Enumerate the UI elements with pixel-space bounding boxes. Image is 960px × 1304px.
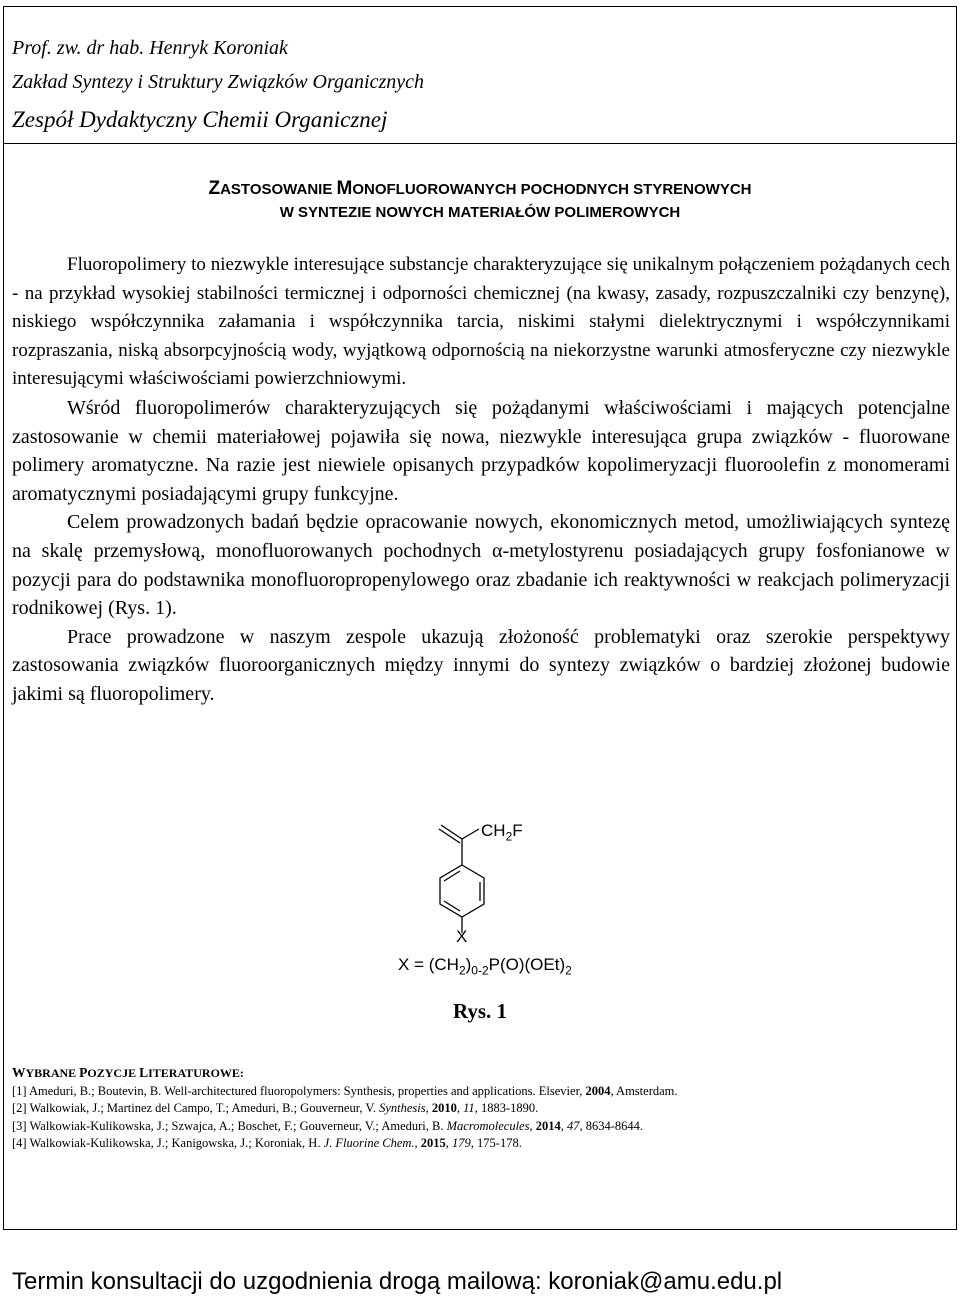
paragraph-2: Wśród fluoropolimerów charakteryzujących się pożądanymi właściwościami i mających potencjalne zastosowanie w chemii materiałowej pojawiła się nowa, niezwykle interesująca grupa związków - fluorowane polimery aromatyczne. Na razie jest niewiele opisanych przypadków kopolimeryzacji fluoroolefin z monomerami aromatycznymi posiadającymi grupy funkcyjne. [12, 396, 950, 505]
title-line-1 [4, 177, 956, 201]
reference-1: [1] Ameduri, B.; Boutevin, B. Well-architectured fluoropolymers: Synthesis, properties and applications. Elsevier, 2004, Amsterdam. [12, 1083, 678, 1098]
title-line-2: W SYNTEZIE NOWYCH MATERIAŁÓW POLIMEROWYCH [279, 204, 681, 221]
reference-4: [4] Walkowiak-Kulikowska, J.; Kanigowska, J.; Koroniak, H. J. Fluorine Chem., 2015, 179, 175-178. [12, 1136, 522, 1150]
paragraph-4: Prace prowadzone w naszym zespole ukazują złożoność problematyki oraz szerokie perspektywy zastosowania związków fluoroorganicznych między innymi do syntezy związków o bardziej złożonej budowie jakimi są fluoropolimery. [12, 625, 950, 705]
reference-2: [2] Walkowiak, J.; Martinez del Campo, T.; Ameduri, B.; Gouverneur, V. Synthesis, 2010, 11, 1883-1890. [12, 1101, 539, 1115]
page-frame [3, 6, 957, 1230]
figure-caption: Rys. 1 [452, 999, 508, 1023]
structure-figure [384, 815, 604, 985]
x-substituent-label: X [456, 927, 468, 946]
header [4, 7, 956, 144]
references [12, 1064, 942, 1153]
document-title [4, 177, 956, 224]
paragraph-1: Fluoropolimery to niezwykle interesujące substancje charakteryzujące się unikalnym połączeniem pożądanych cech - na przykład wysokiej stabilności termicznej i odporności chemicznej (na kwasy, zasady, rozpuszczalniki czy benzynę), niskiego współczynnika załamania i współczynnika tarcia, niskimi stałymi dielektrycznymi i współczynnikami rozpraszania, niską absorpcyjnością wody, wyjątkową odpornością na niekorzystne warunki atmosferyczne czy niezwykle interesującymi właściwościami powierzchniowymi. [12, 254, 950, 390]
title-part-2: ONOFLUOROWANYCH POCHODNYCH STYRENOWYCH [352, 181, 752, 198]
substituent-formula: $X = (CH_2)_{0-2}P(O)(OEt)_2$ [398, 955, 572, 978]
paragraph-3: Celem prowadzonych badań będzie opracowanie nowych, ekonomicznych metod, umożliwiających syntezę na skalę przemysłową, monofluorowanych pochodnych α-metylostyrenu posiadających grupy fosfonianowe w pozycji para do podstawnika monofluoropropenylowego oraz zbadanie ich reaktywności w reakcjach polimeryzacji rodnikowej (Rys. 1). [12, 511, 950, 620]
title-initial-m: M [336, 178, 353, 199]
ch2f-label: $CH_2F$ [481, 821, 523, 844]
body-text [12, 251, 950, 709]
title-initial: Z [208, 178, 221, 199]
title-part: ASTOSOWANIE [220, 181, 337, 198]
author-name: Prof. zw. dr hab. Henryk Koroniak [12, 37, 288, 59]
reference-3: [3] Walkowiak-Kulikowska, J.; Szwajca, A.; Boschet, F.; Gouverneur, V.; Ameduri, B. Macromolecules, 2014, 47, 8634-8644. [12, 1118, 643, 1133]
footer-contact: Termin konsultacji do uzgodnienia drogą mailową: koroniak@amu.edu.pl [12, 1268, 783, 1295]
references-heading: WYBRANE POZYCJE LITERATUROWE: [12, 1065, 244, 1080]
team-name: Zespół Dydaktyczny Chemii Organicznej [12, 107, 388, 132]
department-name: Zakład Syntezy i Struktury Związków Organicznych [12, 71, 424, 93]
